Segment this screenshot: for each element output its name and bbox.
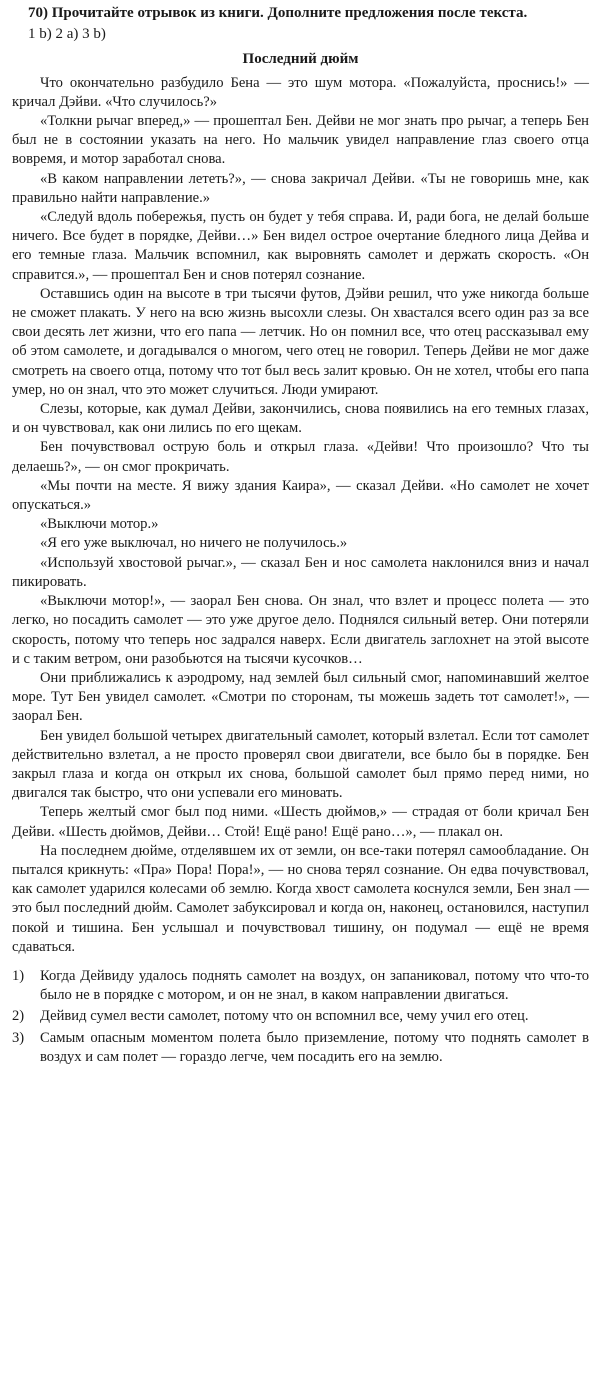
story-paragraph: Оставшись один на высоте в три тысячи футов, Дэйви решил, что уже никогда больше не сможет плакать. У него на всю жизнь высохли слезы. Он хвастался всего один раз за все свои десять лет жизни, что его папа — летчик. Но он помнил все, что отец рассказывал ему об этом самолете, и догадывался о многом, чего отец не говорил. Теперь Дейви не мог даже смотреть на своего отца, потому что тот был весь залит кровью. Он не хотел, чтобы его папа умер, но он знал, что это может случиться. Люди умирают. [12, 285, 589, 398]
statement-text: Когда Дейвиду удалось поднять самолет на воздух, он запаниковал, потому что что-то было не в порядке с мотором, и он не знал, в каком направлении двигаться. [40, 967, 589, 1004]
statement-text: Самым опасным моментом полета было приземление, потому что поднять самолет в воздух и сам полет — гораздо легче, чем посадить его на землю. [40, 1029, 589, 1065]
story-paragraph: Теперь желтый смог был под ними. «Шесть дюймов,» — страдая от боли кричал Бен Дейви. «Шесть дюймов, Дейви… Стой! Ещё рано! Ещё рано…», — плакал он. [12, 804, 589, 840]
statement-list [12, 967, 589, 1067]
story-paragraph: «Следуй вдоль побережья, пусть он будет у тебя справа. И, ради бога, не делай больше ничего. Все будет в порядке, Дейви…» Бен видел острое очертание бледного лица Дейва и его темные глаза. Мальчик вспомнил, как выровнять самолет и держать скорость. «Он справится.», — прошептал Бен и снов потерял сознание. [12, 209, 589, 283]
story-paragraph: Бен увидел большой четырех двигательный самолет, который взлетал. Если тот самолет действительно взлетал, а не просто проверял свои двигатели, все было бы в порядке. Бен закрыл глаза и когда он открыл их снова, большой самолет был прямо перед ними, но двигался так быстро, что они успевали его миновать. [12, 727, 589, 802]
statement-number: 1) [12, 967, 25, 984]
statement-number: 2) [12, 1008, 25, 1025]
story-paragraph: Они приближались к аэродрому, над землей был сильный смог, напоминавший желтое море. Тут Бен увидел самолет. «Смотри по сторонам, ты можешь задеть тот самолет!», — заорал Бен. [12, 669, 589, 725]
story-paragraph: «Выключи мотор.» [40, 516, 159, 533]
answer-key: 1 b) 2 a) 3 b) [28, 26, 106, 43]
story-paragraph: «В каком направлении лететь?», — снова закричал Дейви. «Ты не говоришь мне, как правильно найти направление.» [12, 170, 589, 206]
task-instruction: 70) Прочитайте отрывок из книги. Дополните предложения после текста. [28, 5, 528, 21]
story-paragraph: Бен почувствовал острую боль и открыл глаза. «Дейви! Что произошло? Что ты делаешь?», — он смог прокричать. [12, 439, 589, 475]
story-paragraph: «Толкни рычаг вперед,» — прошептал Бен. Дейви не мог знать про рычаг, а теперь Бен был не в состоянии указать на него. Но мальчик увидел направление глаз своего отца вовремя, и мотор заработал снова. [12, 113, 589, 168]
statement-item [12, 967, 589, 1005]
story-paragraph: Слезы, которые, как думал Дейви, закончились, снова появились на его темных глазах, и он чувствовал, как они лились по его щекам. [12, 401, 589, 437]
story-paragraph: «Я его уже выключал, но ничего не получилось.» [40, 535, 348, 552]
statement-item [12, 1029, 589, 1067]
statement-number: 3) [12, 1029, 25, 1046]
story-paragraph: «Используй хвостовой рычаг.», — сказал Бен и нос самолета наклонился вниз и начал пикировать. [12, 554, 589, 590]
story-paragraph: «Выключи мотор!», — заорал Бен снова. Он знал, что взлет и процесс полета — это легко, но посадить самолет — это уже другое дело. Поднялся сильный ветер. Они потеряли скорость, потому что теперь нос задрался наверх. Если двигатель заглохнет на этой высоте и с таким ветром, они разобьются на тысячи кусочков… [12, 593, 589, 667]
story-paragraph: Что окончательно разбудило Бена — это шум мотора. «Пожалуйста, проснись!» — кричал Дэйви. «Что случилось?» [12, 74, 589, 110]
story-title: Последний дюйм [242, 51, 359, 68]
story-paragraph: «Мы почти на месте. Я вижу здания Каира», — сказал Дейви. «Но самолет не хочет опускаться.» [12, 477, 589, 514]
statement-text: Дейвид сумел вести самолет, потому что он вспомнил все, чему учил его отец. [40, 1008, 529, 1025]
statement-item [12, 1007, 589, 1026]
story-paragraph: На последнем дюйме, отделявшем их от земли, он все-таки потерял самообладание. Он пытался крикнуть: «Пра» Пора! Пора!», — но снова терял сознание. Он едва почувствовал, как самолет ударился колесами об землю. Когда хвост самолета коснулся земли, Бен знал — это был последний дюйм. Самолет забуксировал и когда он, наконец, остановился, наступил покой и тишина. Бен услышал и почувствовал тишину, он подумал — ещё не время сдаваться. [12, 842, 589, 955]
